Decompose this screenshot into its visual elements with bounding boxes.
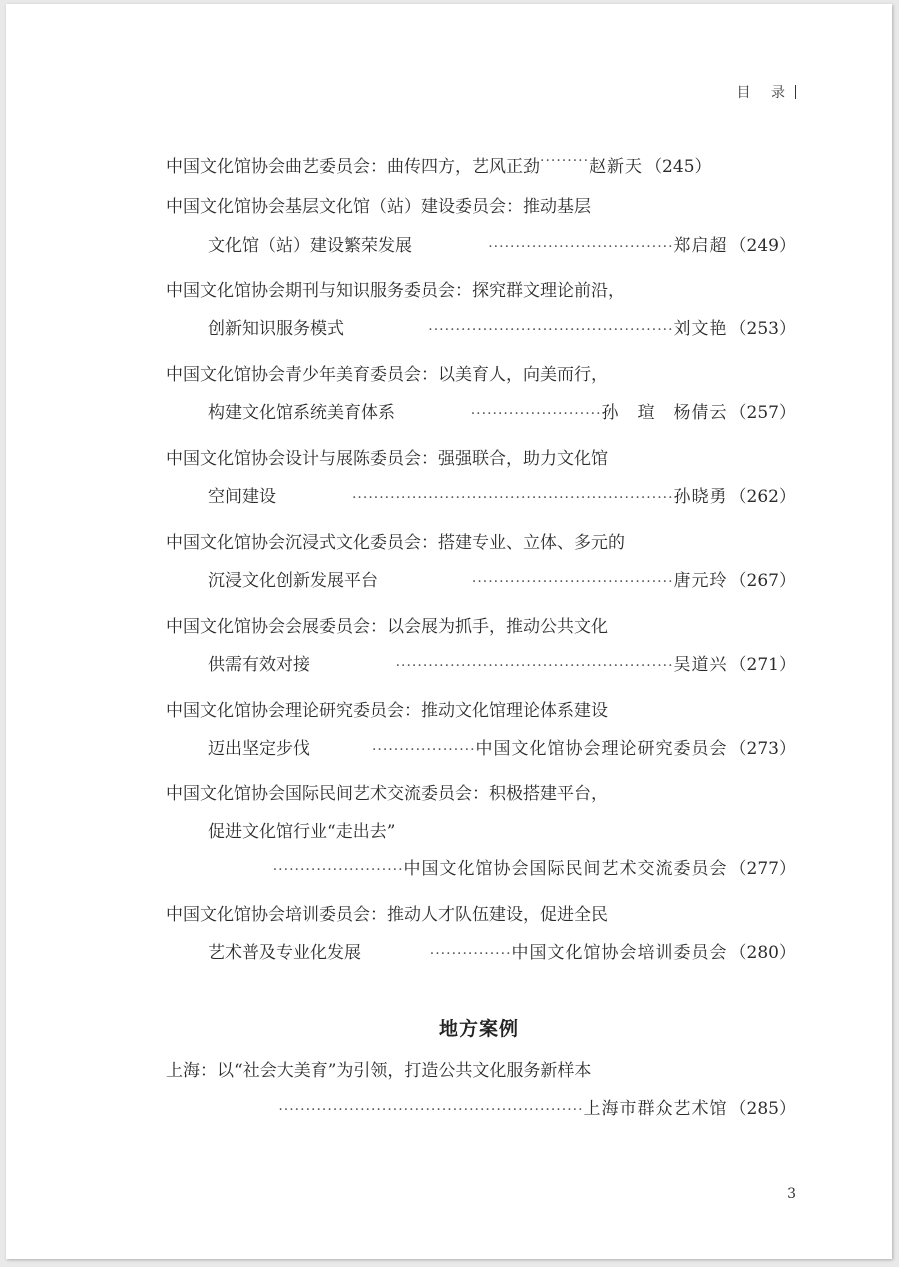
- toc-entry-title-line[interactable]: 上海：以“社会大美育”为引领，打造公共文化服务新样本: [166, 1061, 592, 1081]
- toc-entry-tail: [278, 1098, 796, 1120]
- toc-entry-title-line-2[interactable]: 迈出坚定步伐: [208, 739, 310, 759]
- toc-entry-author: 刘文艳: [673, 319, 728, 339]
- leader-dots: ························: [272, 862, 404, 878]
- toc-entry-author: 中国文化馆协会培训委员会: [511, 943, 728, 963]
- toc-entry-page: （271）: [729, 655, 796, 675]
- toc-entry-tail: [396, 654, 796, 676]
- toc-entry-page: （262）: [729, 487, 796, 507]
- toc-entry-title-line[interactable]: 中国文化馆协会青少年美育委员会：以美育人，向美而行，: [166, 365, 608, 385]
- toc-entry-tail: [273, 858, 796, 880]
- toc-entry-title-line[interactable]: 中国文化馆协会期刊与知识服务委员会：探究群文理论前沿，: [166, 281, 625, 301]
- toc-entry-title-line[interactable]: 中国文化馆协会国际民间艺术交流委员会：积极搭建平台，: [166, 784, 608, 804]
- toc-entry-author: 吴道兴: [673, 655, 728, 675]
- toc-entry-page: （245）: [645, 157, 712, 177]
- toc-entry-author: 唐元玲: [673, 571, 728, 591]
- toc-entry-tail: [430, 942, 796, 964]
- toc-entry-author: 上海市群众艺术馆: [583, 1099, 728, 1119]
- toc-entry-page: （285）: [729, 1099, 796, 1119]
- toc-entry-tail: [428, 318, 796, 340]
- running-head-rule: [795, 85, 796, 99]
- toc-entry-title-line[interactable]: 中国文化馆协会沉浸式文化委员会：搭建专业、立体、多元的: [166, 533, 625, 553]
- leader-dots: ··································: [488, 239, 674, 255]
- toc-entry-title-line[interactable]: 中国文化馆协会曲艺委员会：曲传四方，艺风正劲·········赵新天 （245）: [166, 150, 712, 172]
- toc-entry-title-line[interactable]: 中国文化馆协会培训委员会：推动人才队伍建设，促进全民: [166, 905, 608, 925]
- toc-entry-title-line-2[interactable]: 供需有效对接: [208, 655, 310, 675]
- toc-entry-title-line[interactable]: 中国文化馆协会理论研究委员会：推动文化馆理论体系建设: [166, 701, 608, 721]
- toc-entry-author: 赵新天: [589, 157, 644, 177]
- leader-dots: ························: [470, 406, 602, 422]
- running-head-text: 目 录: [736, 85, 793, 101]
- leader-dots: ·············································: [428, 322, 674, 338]
- toc-entry-author: 中国文化馆协会国际民间艺术交流委员会: [403, 859, 728, 879]
- toc-entry-title-line-2[interactable]: 空间建设: [208, 487, 276, 507]
- toc-entry-page: （267）: [729, 571, 796, 591]
- toc-entry-author: 孙 瑄 杨倩云: [601, 403, 728, 423]
- toc-entry-title-line-2[interactable]: 艺术普及专业化发展: [208, 943, 361, 963]
- leader-dots: ························································: [278, 1102, 584, 1118]
- toc-entry-tail: [471, 402, 796, 424]
- toc-entry-title-line[interactable]: 中国文化馆协会会展委员会：以会展为抓手，推动公共文化: [166, 617, 608, 637]
- toc-entry-title-line-2[interactable]: 沉浸文化创新发展平台: [208, 571, 378, 591]
- toc-entry-page: （257）: [729, 403, 796, 423]
- leader-dots: ···················································: [395, 658, 674, 674]
- toc-entry-tail: [472, 570, 796, 592]
- toc-entry-page: （280）: [729, 943, 796, 963]
- toc-entry-title-line[interactable]: 中国文化馆协会设计与展陈委员会：强强联合，助力文化馆: [166, 449, 608, 469]
- toc-entry-title-line-2[interactable]: 创新知识服务模式: [208, 319, 344, 339]
- toc-entry-title-line[interactable]: 中国文化馆协会基层文化馆（站）建设委员会：推动基层: [166, 197, 591, 217]
- leader-dots: ·········: [540, 153, 590, 169]
- toc-page: [6, 4, 892, 1259]
- toc-entry-author: 中国文化馆协会理论研究委员会: [475, 739, 728, 759]
- section-title: 地方案例: [438, 1018, 519, 1040]
- running-head: [737, 82, 796, 102]
- toc-entry-tail: [372, 738, 796, 760]
- toc-entry-author: 孙晓勇: [673, 487, 728, 507]
- toc-entry-author: 郑启超: [673, 236, 728, 256]
- leader-dots: ···························································: [351, 490, 674, 506]
- toc-entry-page: （277）: [729, 859, 796, 879]
- leader-dots: ···················: [371, 742, 476, 758]
- leader-dots: ···············: [429, 946, 512, 962]
- toc-entry-page: （273）: [729, 739, 796, 759]
- toc-entry-page: （253）: [729, 319, 796, 339]
- page-number: 3: [787, 1186, 796, 1202]
- toc-entry-title-line-2[interactable]: 构建文化馆系统美育体系: [208, 403, 395, 423]
- leader-dots: ·····································: [471, 574, 674, 590]
- toc-entry-tail: [352, 486, 796, 508]
- toc-entry-tail: [488, 235, 796, 257]
- toc-entry-page: （249）: [729, 236, 796, 256]
- toc-entry-title-line-2[interactable]: 文化馆（站）建设繁荣发展: [208, 236, 412, 256]
- toc-entry-title-line-2[interactable]: 促进文化馆行业“走出去”: [208, 822, 396, 842]
